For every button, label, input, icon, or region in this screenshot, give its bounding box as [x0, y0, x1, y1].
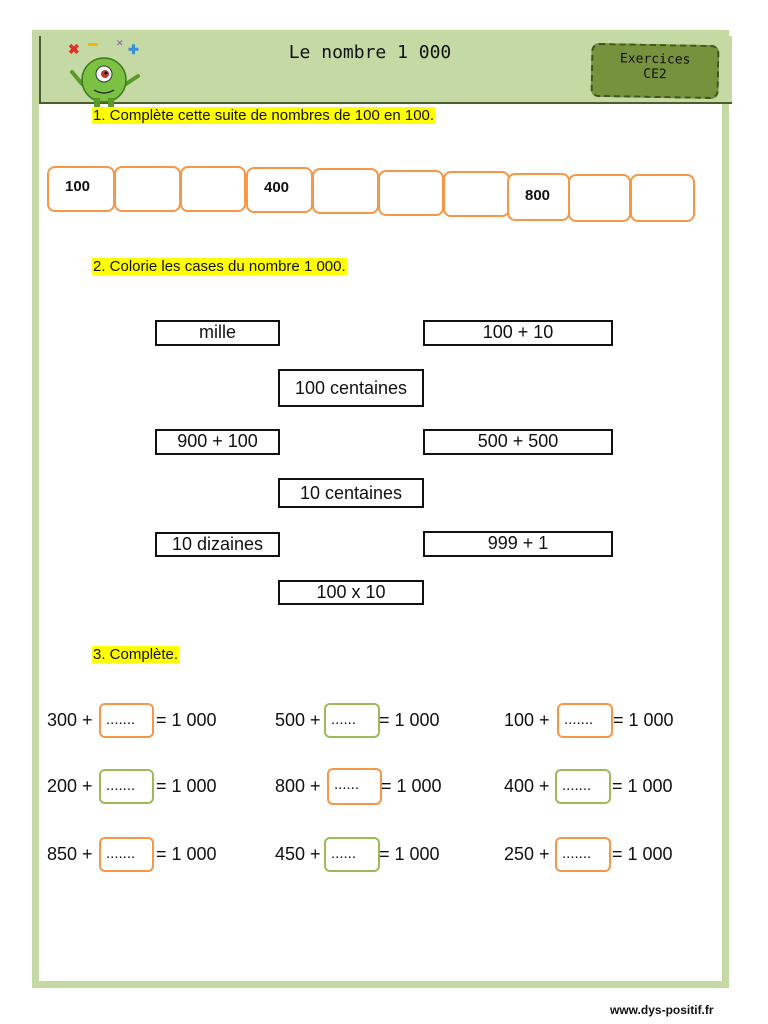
equation-result: = 1 000	[381, 776, 442, 796]
sequence-box[interactable]	[378, 170, 444, 216]
equation-result: = 1 000	[612, 844, 673, 864]
equation-operand: 100 +	[504, 710, 550, 730]
website-link[interactable]: www.dys-positif.fr	[610, 1003, 714, 1017]
color-cell[interactable]: 999 + 1	[423, 531, 613, 557]
equation-result: = 1 000	[379, 844, 440, 864]
sequence-box[interactable]: 400	[246, 167, 313, 213]
answer-box[interactable]: ......	[324, 703, 380, 738]
sequence-box[interactable]: 800	[507, 173, 570, 221]
answer-box[interactable]: ......	[324, 837, 380, 872]
equation-operand: 200 +	[47, 776, 93, 796]
equation-operand: 300 +	[47, 710, 93, 730]
color-cell[interactable]: 900 + 100	[155, 429, 280, 455]
answer-box[interactable]: ......	[327, 768, 382, 805]
equation-operand: 450 +	[275, 844, 321, 864]
equation-result: = 1 000	[156, 776, 217, 796]
sequence-box[interactable]	[180, 166, 246, 212]
sequence-box[interactable]	[568, 174, 631, 222]
equation-operand: 850 +	[47, 844, 93, 864]
answer-box[interactable]: .......	[557, 703, 613, 738]
color-cell[interactable]: 100 centaines	[278, 369, 424, 407]
color-cell[interactable]: 10 dizaines	[155, 532, 280, 557]
answer-box[interactable]: .......	[99, 703, 154, 738]
equation-result: = 1 000	[613, 710, 674, 730]
sequence-box[interactable]	[630, 174, 695, 222]
exercise-3-instruction: 3. Complète.	[93, 646, 179, 663]
color-cell[interactable]: 500 + 500	[423, 429, 613, 455]
equation-result: = 1 000	[156, 710, 217, 730]
sequence-box[interactable]	[114, 166, 181, 212]
equation-operand: 500 +	[275, 710, 321, 730]
answer-box[interactable]: .......	[555, 769, 611, 804]
equation-result: = 1 000	[612, 776, 673, 796]
color-cell[interactable]: 100 + 10	[423, 320, 613, 346]
svg-text:✚: ✚	[128, 42, 139, 57]
color-cell[interactable]: mille	[155, 320, 280, 346]
level-badge	[591, 43, 720, 99]
equation-operand: 800 +	[275, 776, 321, 796]
equation-operand: 400 +	[504, 776, 550, 796]
equation-operand: 250 +	[504, 844, 550, 864]
monster-mascot-icon	[60, 36, 150, 110]
sequence-box[interactable]	[443, 171, 510, 217]
exercise-2-instruction: 2. Colorie les cases du nombre 1 000.	[93, 258, 346, 275]
svg-text:▬: ▬	[88, 38, 98, 49]
page-title: Le nombre 1 000	[288, 42, 452, 63]
equation-result: = 1 000	[156, 844, 217, 864]
color-cell[interactable]: 10 centaines	[278, 478, 424, 508]
exercise-1-instruction: 1. Complète cette suite de nombres de 100 en 100.	[93, 107, 435, 124]
badge-label: Exercices	[619, 51, 691, 68]
color-cell[interactable]: 100 x 10	[278, 580, 424, 605]
badge-level: CE2	[643, 66, 667, 83]
sequence-box[interactable]: 100	[47, 166, 115, 212]
svg-text:✖: ✖	[68, 41, 80, 57]
equation-result: = 1 000	[379, 710, 440, 730]
svg-text:✕: ✕	[116, 38, 124, 48]
answer-box[interactable]: .......	[99, 837, 154, 872]
sequence-box[interactable]	[312, 168, 379, 214]
answer-box[interactable]: .......	[99, 769, 154, 804]
answer-box[interactable]: .......	[555, 837, 611, 872]
